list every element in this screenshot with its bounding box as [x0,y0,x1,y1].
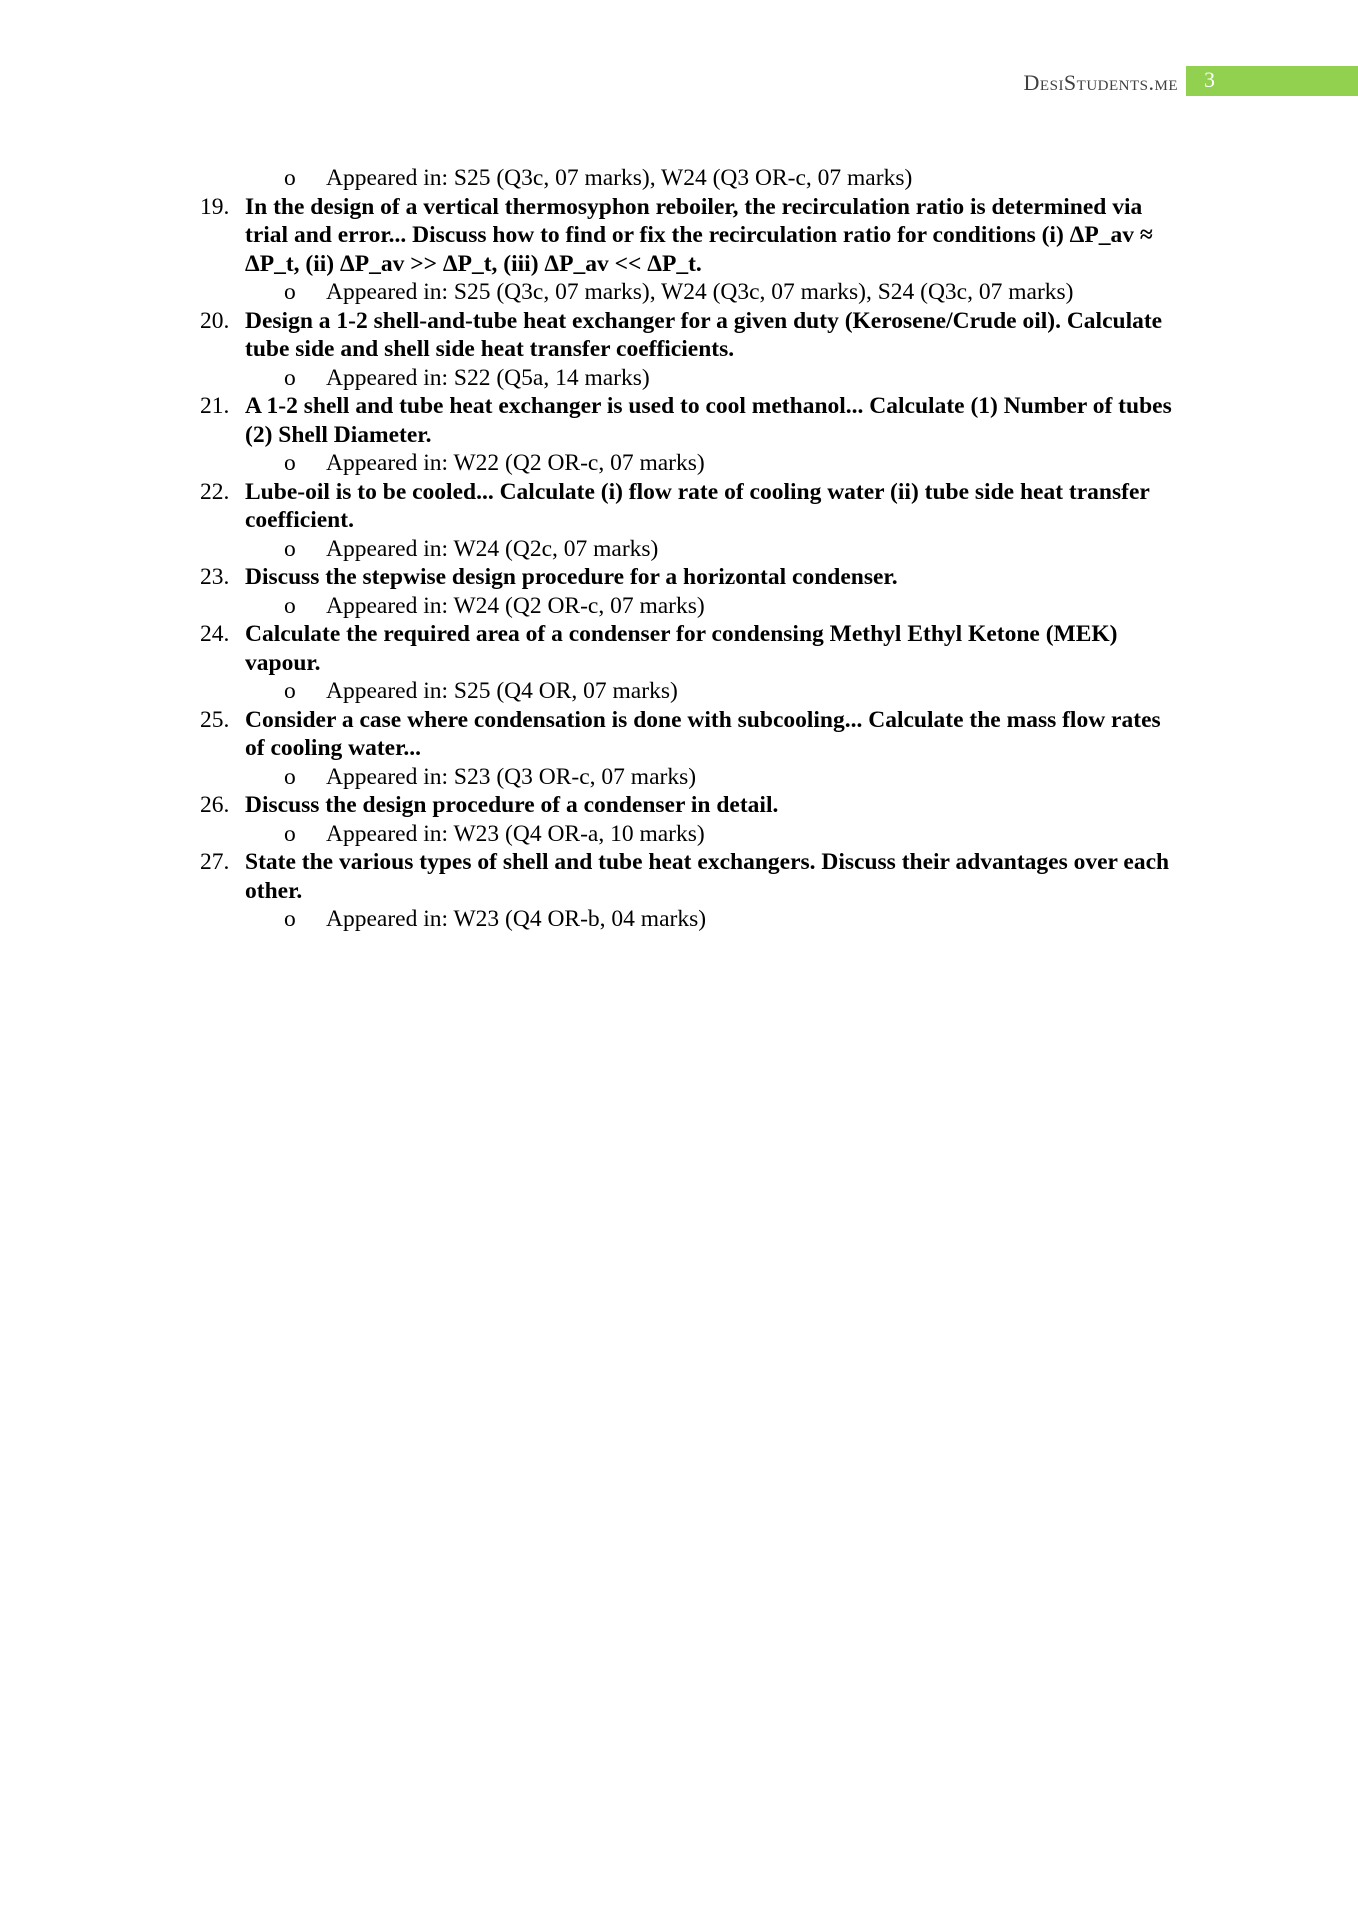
appeared-text: Appeared in: W24 (Q2 OR-c, 07 marks) [326,592,705,619]
appeared-line [200,592,1180,621]
appeared-text: Appeared in: S22 (Q5a, 14 marks) [326,364,650,391]
question-number: 22. [200,478,230,505]
question-item [200,706,1180,763]
appeared-text: Appeared in: W22 (Q2 OR-c, 07 marks) [326,450,705,476]
question-text: Design a 1-2 shell-and-tube heat exchanger for a given duty (Kerosene/Crude oil). Calculate tube side and shell side heat transfer coefficients. [245,307,1163,362]
appeared-text: Appeared in: W24 (Q2c, 07 marks) [326,535,659,562]
site-name: DesiStudents.me [1023,70,1178,95]
question-item [200,563,1180,592]
appeared-text: Appeared in: S23 (Q3 OR-c, 07 marks) [326,763,697,790]
bullet: o [284,450,296,476]
question-number: 19. [200,193,230,220]
question-number: 27. [200,849,230,875]
question-number: 24. [200,621,230,647]
appeared-text: Appeared in: W23 (Q4 OR-b, 04 marks) [326,906,707,932]
bullet: o [284,906,296,932]
question-item [200,791,1180,820]
page-number-box [1186,66,1358,96]
question-item [200,848,1180,905]
appeared-text: Appeared in: S25 (Q3c, 07 marks), W24 (Q3c, 07 marks), S24 (Q3c, 07 marks) [326,279,1074,305]
page-number: 3 [1204,67,1215,92]
question-text: Lube-oil is to be cooled... Calculate (i) flow rate of cooling water (ii) tube side heat transfer coefficient. [245,478,1150,533]
question-number: 20. [200,307,230,334]
question-text: State the various types of shell and tube heat exchangers. Discuss their advantages over each other. [245,849,1170,904]
bullet: o [284,279,296,305]
appeared-text: Appeared in: S25 (Q4 OR, 07 marks) [326,678,678,704]
bullet: o [284,165,296,191]
question-number: 25. [200,706,230,733]
appeared-line [200,449,1180,478]
bullet: o [284,364,296,391]
appeared-line [200,364,1180,393]
appeared-line [200,763,1180,792]
bullet: o [284,820,296,847]
appeared-line [200,677,1180,706]
appeared-text: Appeared in: W23 (Q4 OR-a, 10 marks) [326,820,705,847]
question-text: Discuss the design procedure of a condenser in detail. [245,792,779,818]
question-item [200,620,1180,677]
question-item [200,307,1180,364]
bullet: o [284,763,296,790]
question-number: 21. [200,393,230,419]
bullet: o [284,535,296,562]
question-item [200,193,1180,279]
question-item [200,478,1180,535]
question-number: 23. [200,564,230,590]
appeared-line [200,820,1180,849]
question-text: A 1-2 shell and tube heat exchanger is used to cool methanol... Calculate (1) Number of tubes (2) Shell Diameter. [245,393,1172,448]
question-item [200,392,1180,449]
appeared-line [200,278,1180,307]
question-text: Consider a case where condensation is done with subcooling... Calculate the mass flow rates of cooling water... [245,706,1161,761]
question-text: Calculate the required area of a condenser for condensing Methyl Ethyl Ketone (MEK) vapour. [245,621,1118,676]
question-number: 26. [200,792,230,818]
appeared-text: Appeared in: S25 (Q3c, 07 marks), W24 (Q3 OR-c, 07 marks) [326,165,913,191]
bullet: o [284,592,296,619]
bullet: o [284,678,296,704]
question-text: In the design of a vertical thermosyphon reboiler, the recirculation ratio is determined via trial and error... Discuss how to find or fix the recirculation ratio for conditions (i) ΔP_av ≈ ΔP_t, (ii) ΔP_av >> ΔP_t, (iii) ΔP_av << ΔP_t. [245,193,1153,277]
question-text: Discuss the stepwise design procedure for a horizontal condenser. [245,564,898,590]
question-list [200,164,1180,934]
page-header [0,66,1358,98]
appeared-line [200,905,1180,934]
appeared-line [200,535,1180,564]
appeared-line [200,164,1180,193]
